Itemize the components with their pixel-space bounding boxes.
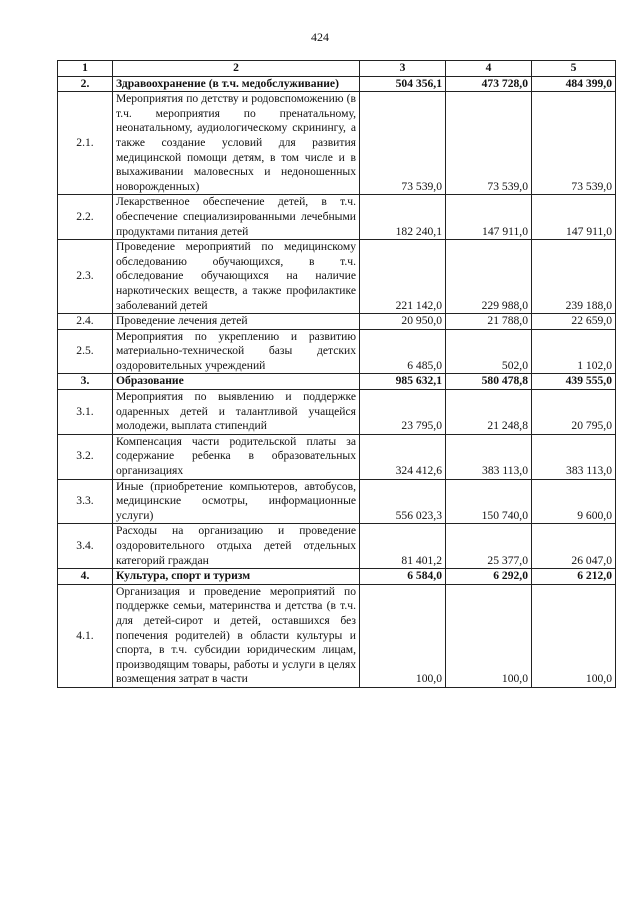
- section-row: [58, 374, 616, 390]
- value-col3: 324 412,6: [360, 434, 446, 479]
- value-col5: 20 795,0: [532, 390, 616, 435]
- value-col4: 100,0: [446, 584, 532, 687]
- table-row: [58, 314, 616, 330]
- row-number: 3.2.: [58, 434, 113, 479]
- value-col4: 150 740,0: [446, 479, 532, 524]
- value-col3: 6 485,0: [360, 329, 446, 374]
- value-col5: 6 212,0: [532, 569, 616, 585]
- value-col5: 484 399,0: [532, 76, 616, 92]
- row-number: 2.1.: [58, 92, 113, 195]
- page-number: 424: [311, 30, 329, 44]
- table-row: [58, 240, 616, 314]
- value-col4: 229 988,0: [446, 240, 532, 314]
- value-col3: 73 539,0: [360, 92, 446, 195]
- value-col5: 100,0: [532, 584, 616, 687]
- value-col3: 504 356,1: [360, 76, 446, 92]
- value-col3: 556 023,3: [360, 479, 446, 524]
- value-col4: 21 788,0: [446, 314, 532, 330]
- row-number: 2.5.: [58, 329, 113, 374]
- row-description: Образование: [113, 374, 360, 390]
- value-col5: 26 047,0: [532, 524, 616, 569]
- value-col3: 182 240,1: [360, 195, 446, 240]
- value-col4: 6 292,0: [446, 569, 532, 585]
- budget-table: [57, 60, 616, 688]
- value-col5: 383 113,0: [532, 434, 616, 479]
- value-col4: 21 248,8: [446, 390, 532, 435]
- row-description: Проведение мероприятий по медицинскому обследованию обучающихся, в т.ч. обследование обучающихся на наличие наркотических веществ, а также профилактике заболеваний детей: [113, 240, 360, 314]
- column-header: 2: [113, 61, 360, 77]
- table-row: [58, 479, 616, 524]
- section-row: [58, 569, 616, 585]
- row-description: Мероприятия по выявлению и поддержке одаренных детей и талантливой учащейся молодежи, выплата стипендий: [113, 390, 360, 435]
- column-header: 4: [446, 61, 532, 77]
- value-col4: 73 539,0: [446, 92, 532, 195]
- column-header: 1: [58, 61, 113, 77]
- table-row: [58, 195, 616, 240]
- value-col4: 147 911,0: [446, 195, 532, 240]
- row-number: 4.: [58, 569, 113, 585]
- table-row: [58, 584, 616, 687]
- table-header-row: [58, 61, 616, 77]
- row-number: 2.4.: [58, 314, 113, 330]
- value-col4: 383 113,0: [446, 434, 532, 479]
- row-description: Культура, спорт и туризм: [113, 569, 360, 585]
- row-number: 3.: [58, 374, 113, 390]
- row-description: Расходы на организацию и проведение оздоровительного отдыха детей отдельных категорий граждан: [113, 524, 360, 569]
- value-col3: 221 142,0: [360, 240, 446, 314]
- row-number: 3.3.: [58, 479, 113, 524]
- value-col4: 580 478,8: [446, 374, 532, 390]
- table-row: [58, 92, 616, 195]
- row-number: 3.1.: [58, 390, 113, 435]
- row-number: 2.2.: [58, 195, 113, 240]
- section-row: [58, 76, 616, 92]
- row-description: Мероприятия по укреплению и развитию материально-технической базы детских оздоровительных учреждений: [113, 329, 360, 374]
- value-col5: 22 659,0: [532, 314, 616, 330]
- row-description: Здравоохранение (в т.ч. медобслуживание): [113, 76, 360, 92]
- row-number: 3.4.: [58, 524, 113, 569]
- value-col5: 1 102,0: [532, 329, 616, 374]
- table-row: [58, 329, 616, 374]
- value-col5: 147 911,0: [532, 195, 616, 240]
- row-number: 2.: [58, 76, 113, 92]
- value-col3: 23 795,0: [360, 390, 446, 435]
- row-description: Мероприятия по детству и родовспоможению (в т.ч. мероприятия по пренатальному, неонатальному, аудиологическому скринингу, а также создание условий для развития медицинской помощи детям, в том числе и в выхаживании маловесных и недоношенных новорожденных): [113, 92, 360, 195]
- value-col3: 100,0: [360, 584, 446, 687]
- table-row: [58, 390, 616, 435]
- value-col4: 25 377,0: [446, 524, 532, 569]
- row-description: Иные (приобретение компьютеров, автобусов, медицинские осмотры, информационные услуги): [113, 479, 360, 524]
- row-number: 2.3.: [58, 240, 113, 314]
- row-description: Лекарственное обеспечение детей, в т.ч. обеспечение специализированными лечебными продуктами питания детей: [113, 195, 360, 240]
- row-description: Организация и проведение мероприятий по поддержке семьи, материнства и детства (в т.ч. для детей-сирот и детей, оставшихся без попечения родителей) в области культуры и спорта, в т.ч. субсидии юридическим лицам, производящим товары, работы и услуги в целях возмещения затрат в части: [113, 584, 360, 687]
- column-header: 3: [360, 61, 446, 77]
- value-col5: 439 555,0: [532, 374, 616, 390]
- row-description: Компенсация части родительской платы за содержание ребенка в образовательных организациях: [113, 434, 360, 479]
- value-col3: 20 950,0: [360, 314, 446, 330]
- value-col3: 985 632,1: [360, 374, 446, 390]
- row-description: Проведение лечения детей: [113, 314, 360, 330]
- value-col5: 9 600,0: [532, 479, 616, 524]
- value-col5: 73 539,0: [532, 92, 616, 195]
- row-number: 4.1.: [58, 584, 113, 687]
- value-col4: 502,0: [446, 329, 532, 374]
- value-col3: 81 401,2: [360, 524, 446, 569]
- value-col3: 6 584,0: [360, 569, 446, 585]
- value-col5: 239 188,0: [532, 240, 616, 314]
- value-col4: 473 728,0: [446, 76, 532, 92]
- table-row: [58, 434, 616, 479]
- column-header: 5: [532, 61, 616, 77]
- table-row: [58, 524, 616, 569]
